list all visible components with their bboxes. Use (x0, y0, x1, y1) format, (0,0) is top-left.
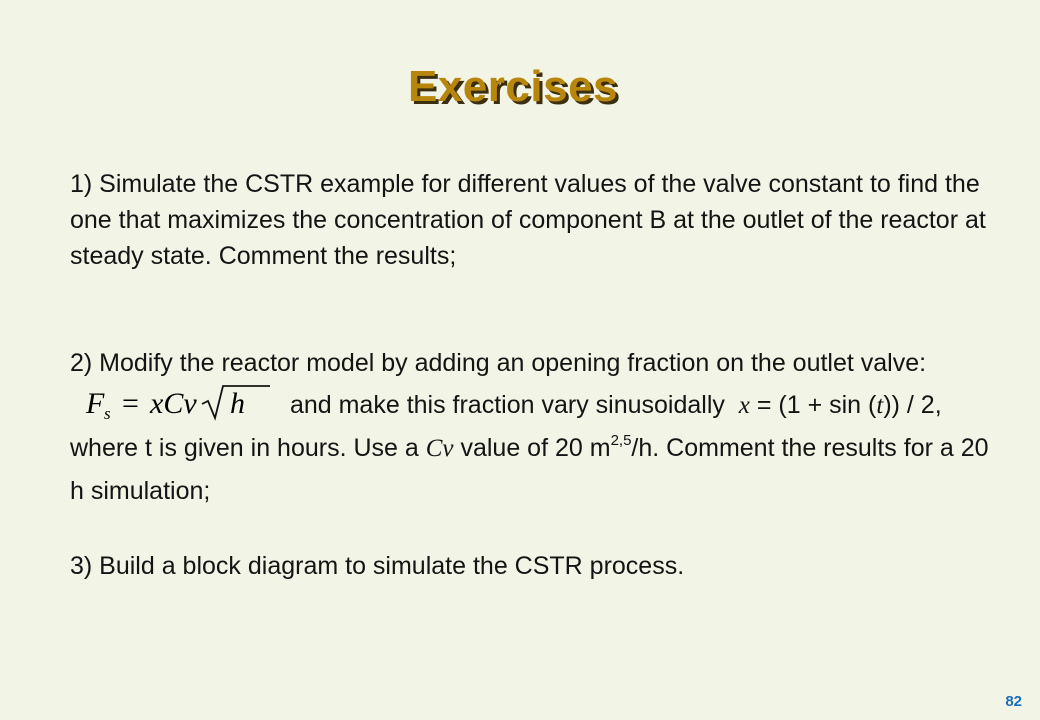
variable-cv: Cv (425, 435, 454, 462)
formula-flow-symbol: F (86, 387, 105, 420)
formula-subscript: s (104, 404, 111, 422)
valve-flow-formula (74, 384, 279, 422)
item2-text-part3: = (1 + sin ( (756, 391, 877, 419)
variable-t: t (876, 392, 884, 419)
formula-equals: = (122, 387, 139, 420)
formula-rhs: xCv (150, 387, 197, 420)
item2-text-part4: )) / 2, where t is given in hours. Use a (70, 391, 942, 462)
item2-text-part2: and make this fraction vary sinusoidally (289, 391, 725, 419)
item2-text-part6: /h. Comment the results for a 20 h simulation; (70, 434, 989, 505)
page-number: 82 (1005, 693, 1022, 710)
variable-x: x (738, 392, 750, 419)
exercise-item-1: 1) Simulate the CSTR example for different values of the valve constant to find the one that maximizes the concentration of component B at the outlet of the reactor at steady state. Comment the results; (70, 170, 986, 270)
unit-exponent: 2,5 (610, 432, 632, 449)
formula-root-content: h (230, 387, 245, 420)
exercise-item-2 (70, 342, 990, 512)
item2-text-part1: 2) Modify the reactor model by adding an opening fraction on the outlet valve: (70, 349, 927, 377)
slide-title: Exercises (407, 62, 619, 111)
item2-text-part5: value of 20 m (460, 434, 611, 462)
exercise-item-3: 3) Build a block diagram to simulate the CSTR process. (70, 552, 685, 580)
